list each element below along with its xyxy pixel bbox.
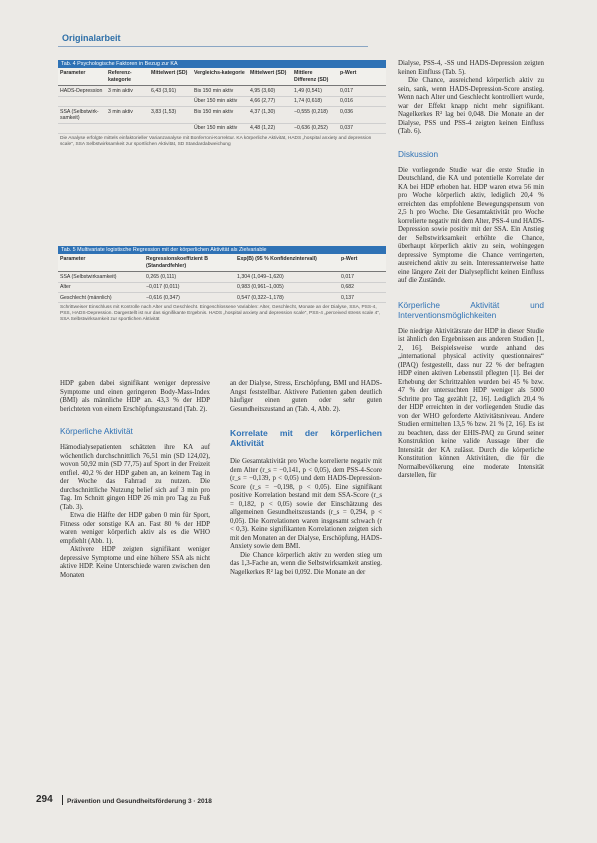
table-row <box>58 293 386 303</box>
right-column <box>398 60 544 481</box>
table-row <box>58 107 386 124</box>
td: −0,616 (0,347) <box>146 294 180 301</box>
paragraph: an der Dialyse, Stress, Erschöpfung, BMI und HADS-Angst feststellbar. Aktivere Patienten gaben deutlich häufiger einen guten oder sehr guten Gesundheitszustand an (Tab. 4, Abb. 2). <box>230 380 382 413</box>
td: 0,682 <box>341 284 354 291</box>
td: 0,036 <box>340 108 353 115</box>
th: Vergleichs-kategorie <box>194 70 245 77</box>
table-row <box>58 97 386 107</box>
td: 0,016 <box>340 98 353 105</box>
table-row <box>58 86 386 96</box>
td: 0,137 <box>341 294 354 301</box>
td: Geschlecht (männlich) <box>60 294 112 301</box>
td: SSA (Selbstwirksamkeit) <box>60 273 117 280</box>
footer-divider <box>62 795 63 805</box>
th: Mittelwert (SD) <box>250 70 287 77</box>
th: Parameter <box>60 256 86 263</box>
td: 3 min aktiv <box>108 108 133 115</box>
heading-diskussion: Diskussion <box>398 148 439 159</box>
table-5-caption: Tab. 5 Multivariate logistische Regression mit der körperlichen Aktivität als Zielvariable <box>58 246 386 254</box>
td <box>58 98 106 104</box>
paragraph: Die niedrige Aktivitätsrate der HDP in dieser Studie ist ähnlich den Ergebnissen aus anderen Studien [1, 2, 16]. Beispielsweise wurde anhand des „international physical activity questionnaires“ (IPAQ) festgestellt, dass nur 22 % der befragten HDP einen aktiven Lebensstil pflegten [1]. Bei der Erhebung der Schrittzahlen wurden bei 45 % bzw. 47 % der untersuchten HDP weniger als 5000 Schritte pro Tag gezählt [2, 16]. Lediglich 20,4 % der HDP erreichten in der vorliegenden Studie das von der WHO geforderte Aktivitätsniveau. Andere Studien ermittelten 13,5 % bzw. 21 % [2, 16]. Es ist zu beachten, dass der EHIS-PAQ zu Grund seiner Konstruktion keine valide Aussage über die Intensität der KA zulässt. Durch die körperliche Konstitution können Aktivitäten, die für die Normalbevölkerung eine moderate Intensität darstellen, für <box>398 327 544 479</box>
td: 0,983 (0,961–1,005) <box>237 284 284 291</box>
paragraph: Die vorliegende Studie war die erste Studie in Deutschland, die KA und potentielle Korrelate der KA bei HDP erhoben hat. HDP waren etwa 56 min pro Woche körperlich aktiv, lediglich 20,4 % erreichten das empfohlene Bewegungspensum von 2,5 h pro Woche. Die Gesamtaktivität pro Woche korrelierte negativ mit dem Alter, PSS-4 und HADS-Depression sowie positiv mit der SSA. Ein Anstieg der Selbstwirksamkeit erhöhte die Chance, überhaupt körperlich aktiv zu sein, wohingegen depressive Symptome die Chance verringerten, ausreichend aktiv zu sein. Interessanterweise hatte eine längere Zeit der Dialysepflicht keinen Einfluss auf die Zustände. <box>398 166 544 284</box>
td: Über 150 min aktiv <box>194 98 238 105</box>
td: −0,636 (0,252) <box>294 125 328 132</box>
page-number: 294 <box>36 794 53 805</box>
td: −0,017 (0,011) <box>146 284 180 291</box>
table-row <box>58 272 386 282</box>
td <box>149 98 192 104</box>
paragraph: Die Gesamtaktivität pro Woche korrelierte negativ mit dem Alter (r_s = −0,141, p < 0,05), dem PSS-4-Score (r_s = −0,139, p < 0,05) und dem HADS-Depression-Score (r_s = −0,198, p < 0,05). Eine signifikant positive Korrelation bestand mit dem SSA-Score (r_s = 0,182, p < 0,05) sowie der Einschätzung des allgemeinen Gesundheitszustands (r_s = 0,294, p < 0,05). Die Korrelationen waren insgesamt schwach (r < 0,3). Keine signifikanten Korrelationen zeigten sich mit den Monaten an der Dialyse, Erschöpfung, HADS-Anxiety sowie dem BMI. <box>230 458 382 550</box>
td: 4,48 (1,22) <box>250 125 276 132</box>
th: Parameter <box>60 70 86 77</box>
paragraph: Etwa die Hälfte der HDP gaben 0 min für Sport, Fitness oder sonstige KA an. Fast 80 % der HDP waren weniger körperlich aktiv als es die WHO empfiehlt (Abb. 1). <box>60 512 210 545</box>
header-rule <box>58 46 368 47</box>
paragraph: Die Chance körperlich aktiv zu werden stieg um das 1,3-Fache an, wenn die Selbstwirksamkeit anstieg. Nagelkerkes R² lag bei 0,092. Die Monate an der <box>230 551 382 576</box>
th: p-Wert <box>340 70 357 77</box>
td: Über 150 min aktiv <box>194 125 238 132</box>
table-4 <box>58 60 386 150</box>
td: −0,555 (0,218) <box>294 108 328 115</box>
heading-korrelate: Korrelate mit der körperlichen Aktivität <box>230 428 382 448</box>
td <box>149 125 192 131</box>
td: Alter <box>60 284 71 291</box>
td <box>106 98 149 104</box>
td: 0,037 <box>340 125 353 132</box>
td: 1,304 (1,049–1,620) <box>237 273 284 280</box>
table-5-footnote: Schrittweiser Einschluss mit Kontrolle nach Alter und Geschlecht. Eingeschlossene Variablen: Alter, Geschlecht, Monate an der Dialyse, SSA, PSS-4, PSS, HADS-Depression. Dargestellt ist nur das signifikante Ergebnis. HADS „hospital anxiety and depression scale“, PSS-4 „perceived stress scale 4“, SSA Selbstwirksamkeit zur sportlichen Aktivität <box>60 305 381 323</box>
td: 0,017 <box>340 87 353 94</box>
heading-koerperliche-aktivitaet: Körperliche Aktivität <box>60 426 133 436</box>
td <box>106 125 149 131</box>
td: 1,74 (0,618) <box>294 98 322 105</box>
paragraph: Die Chance, ausreichend körperlich aktiv zu sein, sank, wenn HADS-Depression-Score anstieg. Wenn nach Alter und Geschlecht kontrolliert wurde, war der Effekt knapp nicht mehr signifikant. Nagelkerkes R² lag bei 0,048. Die Monate an der Dialyse, PSS und PSS-4 zeigten keinen Einfluss (Tab. 6). <box>398 77 544 135</box>
td <box>58 125 106 131</box>
table-row <box>58 124 386 134</box>
td: 4,66 (2,77) <box>250 98 276 105</box>
middle-column <box>230 380 382 577</box>
table-5 <box>58 246 386 325</box>
th: Exp(B) (95 % Konfidenzintervall) <box>237 256 317 263</box>
left-column <box>60 380 210 580</box>
section-tag: Originalarbeit <box>62 33 121 43</box>
td: 1,49 (0,541) <box>294 87 322 94</box>
heading-koerperliche-aktivitaet-interventionen: Körperliche Aktivität und Interventionsmöglichkeiten <box>398 299 544 320</box>
td: 0,265 (0,111) <box>146 273 177 280</box>
td: 0,017 <box>341 273 354 280</box>
table-row <box>58 283 386 293</box>
table-4-footnote: Die Analyse erfolgte mittels einfaktorieller Varianzanalyse mit Bonferroni-Korrektur. KA körperliche Aktivität, HADS „hospital anxiety and depression scale“, SSA Selbstwirksamkeit zur sportlichen Aktivität, SD Standardabweichung <box>60 136 372 148</box>
th: p-Wert <box>341 256 358 263</box>
th: Mittelwert (SD) <box>151 70 188 77</box>
td: Bis 150 min aktiv <box>194 108 234 115</box>
td: 4,37 (1,30) <box>250 108 276 115</box>
th: Referenz-kategorie <box>108 70 132 83</box>
th: Mittlere Differenz (SD) <box>294 70 329 83</box>
table-4-caption: Tab. 4 Psychologische Faktoren in Bezug zur KA <box>58 60 386 68</box>
table-5-header <box>58 254 386 272</box>
paragraph: Aktivere HDP zeigten signifikant weniger depressive Symptome und eine höhere SSA als nicht aktive HDP. Keine Unterschiede waren zwischen den Monaten <box>60 546 210 579</box>
paragraph: Dialyse, PSS-4, -SS und HADS-Depression zeigten keinen Einfluss (Tab. 5). <box>398 60 544 76</box>
td: SSA (Selbstwirk-samkeit) <box>60 108 99 121</box>
td: 3,83 (1,53) <box>151 108 177 115</box>
td: 0,547 (0,322–1,178) <box>237 294 284 301</box>
th: Regressionskoeffizient B (Standardfehler) <box>146 256 208 269</box>
journal-footer: Prävention und Gesundheitsförderung 3 · 2018 <box>67 798 212 805</box>
td: 6,43 (3,91) <box>151 87 177 94</box>
table-4-header <box>58 68 386 86</box>
paragraph: Hämodialysepatienten schätzten ihre KA auf wöchentlich durchschnittlich 76,51 min (SD 124,02), wovon 50,92 min (SD 77,75) auf Sport in der Freizeit entfiel. 40,2 % der HDP gaben an, an keinem Tag in der Woche das Fahrrad zu nutzen. Die durchschnittliche Nutzung belief sich auf 3 min pro Tag. Im Schnitt gingen HDP 26 min pro Tag zu Fuß (Tab. 3). <box>60 444 210 511</box>
td: 4,95 (3,60) <box>250 87 276 94</box>
paragraph: HDP gaben dabei signifikant weniger depressive Symptome und einen geringeren Body-Mass-Index (BMI) als männliche HDP an. 43,3 % der HDP berichteten von einem Erschöpfungszustand (Tab. 2). <box>60 380 210 413</box>
td: HADS-Depression <box>60 87 103 94</box>
td: Bis 150 min aktiv <box>194 87 234 94</box>
td: 3 min aktiv <box>108 87 133 94</box>
